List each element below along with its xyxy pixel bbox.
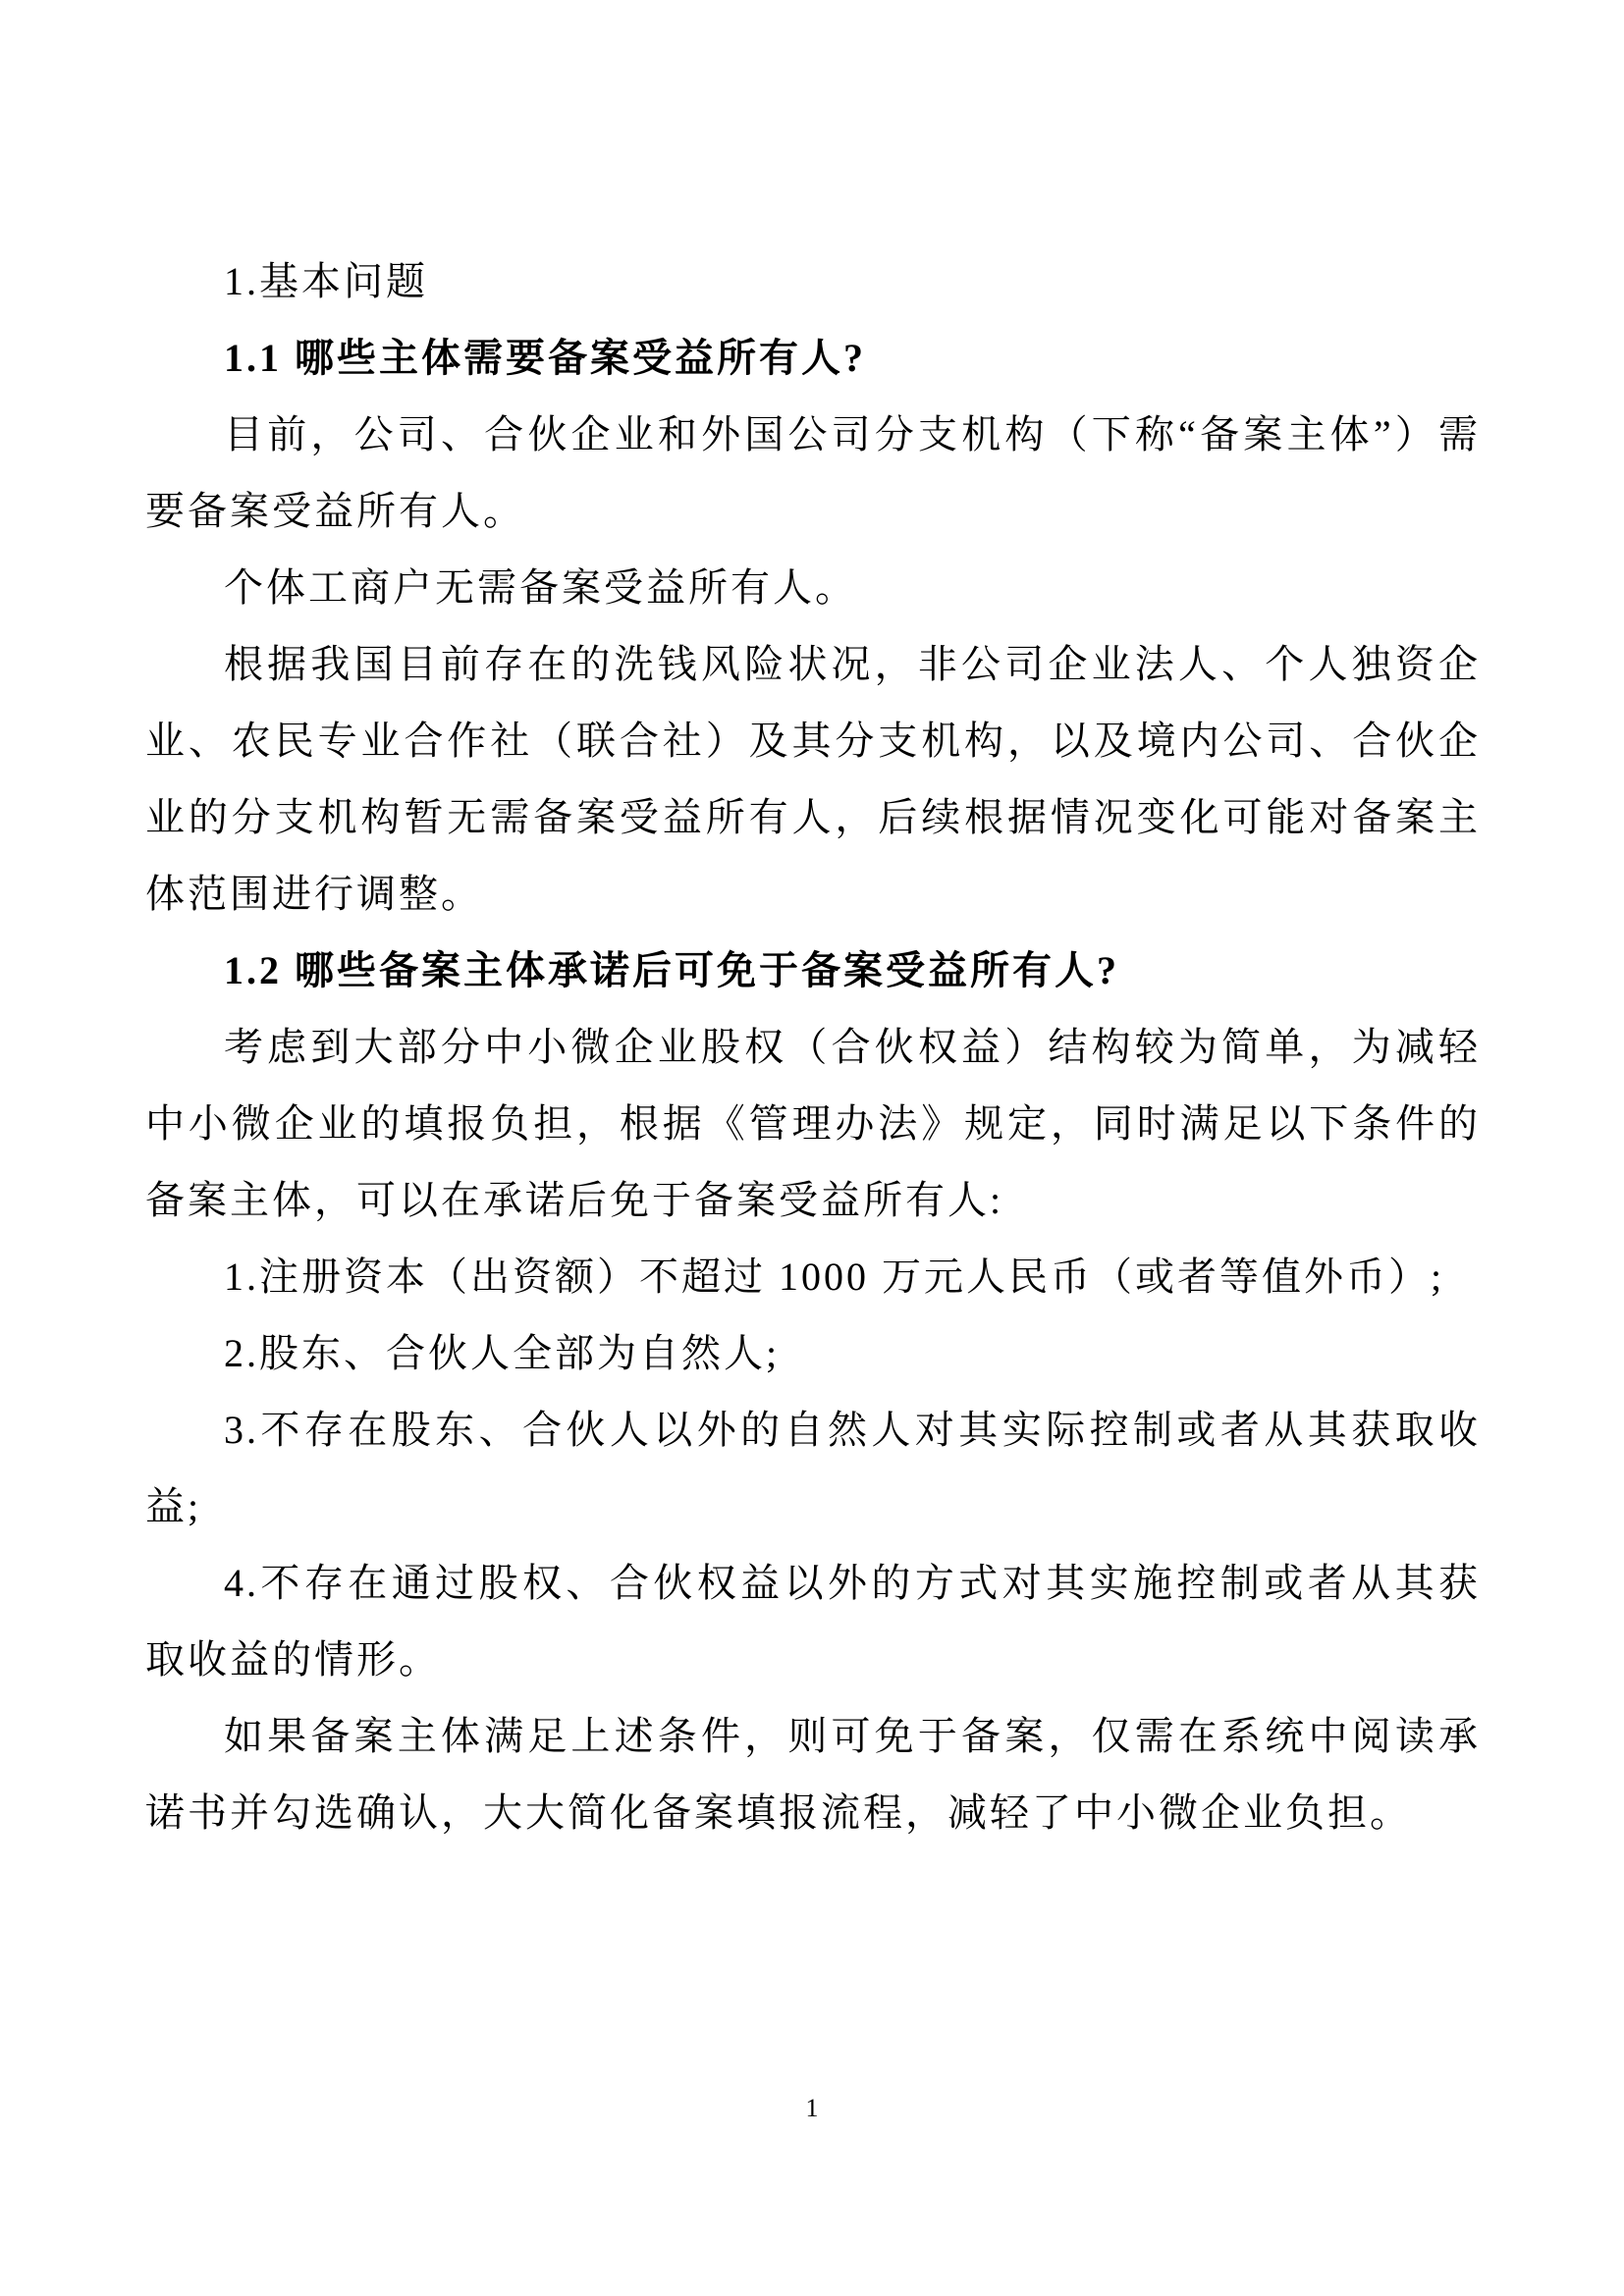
paragraph-q2-closing: 如果备案主体满足上述条件，则可免于备案，仅需在系统中阅读承诺书并勾选确认，大大简化备案填报流程，减轻了中小微企业负担。	[145, 1714, 1481, 1835]
list-item-condition-2: 2.股东、合伙人全部为自然人;	[224, 1331, 781, 1375]
paragraph-q1-2: 个体工商户无需备案受益所有人。	[224, 565, 857, 610]
page-number: 1	[805, 2094, 819, 2122]
paragraph-q1-1: 目前，公司、合伙企业和外国公司分支机构（下称“备案主体”）需要备案受益所有人。	[145, 412, 1481, 533]
section-heading: 1.基本问题	[224, 259, 428, 303]
list-item-condition-3: 3.不存在股东、合伙人以外的自然人对其实际控制或者从其获取收益;	[145, 1408, 1481, 1528]
document-body	[145, 243, 1481, 1851]
question-heading-1-2: 1.2 哪些备案主体承诺后可免于备案受益所有人?	[224, 948, 1119, 992]
question-heading-1-1: 1.1 哪些主体需要备案受益所有人?	[224, 336, 866, 380]
list-item-condition-1: 1.注册资本（出资额）不超过 1000 万元人民币（或者等值外币）;	[224, 1255, 1445, 1299]
paragraph-q1-3: 根据我国目前存在的洗钱风险状况，非公司企业法人、个人独资企业、农民专业合作社（联合社）及其分支机构，以及境内公司、合伙企业的分支机构暂无需备案受益所有人，后续根据情况变化可能对备案主体范围进行调整。	[145, 642, 1481, 916]
paragraph-q2-intro: 考虑到大部分中小微企业股权（合伙权益）结构较为简单，为减轻中小微企业的填报负担，根据《管理办法》规定，同时满足以下条件的备案主体，可以在承诺后免于备案受益所有人:	[145, 1025, 1481, 1222]
list-item-condition-4: 4.不存在通过股权、合伙权益以外的方式对其实施控制或者从其获取收益的情形。	[145, 1561, 1481, 1682]
